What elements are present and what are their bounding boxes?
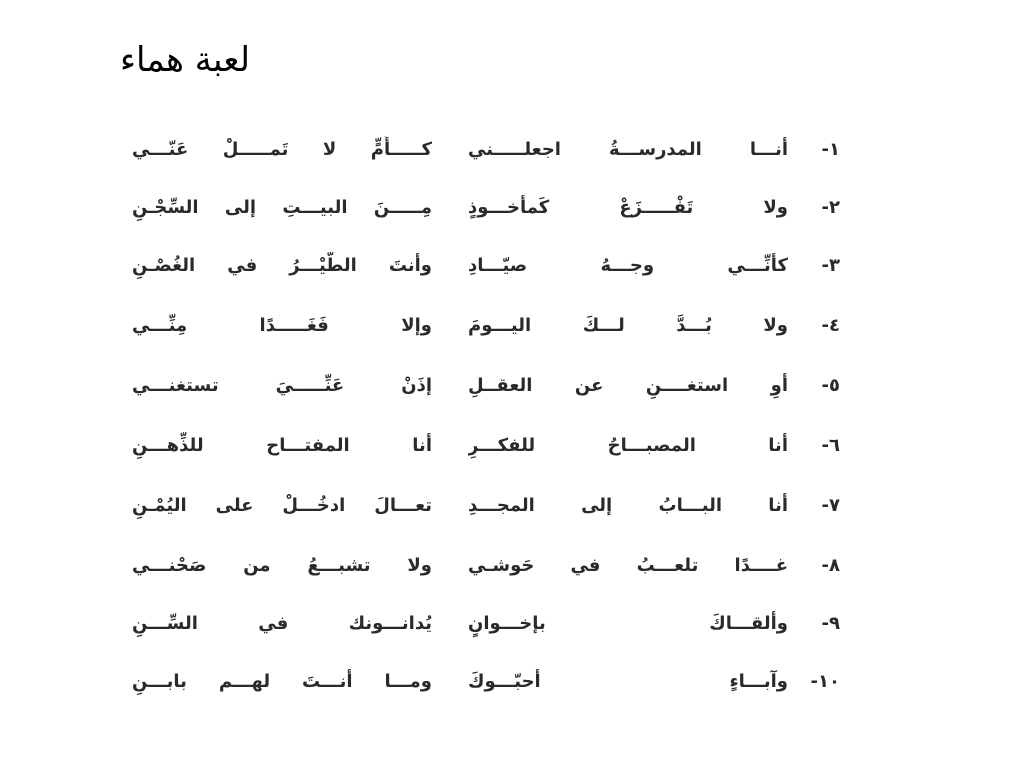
verse-number: ٦- [821,435,840,456]
verse-number: ٨- [821,555,840,576]
first-hemistich: أنا المصبـــاحُ للفكـــرِ [468,435,788,456]
second-hemistich: ولا تشبـــعُ من صَحْنـــي [132,555,432,576]
verse-row [100,604,860,644]
verse-row [100,426,860,466]
verse-number: ٧- [821,495,840,516]
second-hemistich: وإلا فَغَـــــدًا مِنِّـــي [132,315,432,336]
verse-number: ٣- [821,255,840,276]
first-hemistich: كأنِّـــي وجـــهُ صيّـــادِ [468,255,788,276]
second-hemistich: كـــــأُمٍّ لا تَمـــــلْ عَنّـــي [132,139,432,160]
page-title: لعبة هماء [120,40,250,80]
first-hemistich: وألقـــاكَ بإخـــوانٍ [468,613,788,634]
first-hemistich: ولا بُـــدَّ لـــكَ اليـــومَ [468,315,788,336]
second-hemistich: إذَنْ عَنِّـــــيَ تستغنـــي [132,375,432,396]
verse-row [100,188,860,228]
first-hemistich: غــــدًا تلعـــبُ في حَوشـي [468,555,788,576]
poem-image [100,120,860,730]
verse-row [100,546,860,586]
second-hemistich: مِـــــنَ البيـــتِ إلى السِّجْـنِ [132,197,432,218]
second-hemistich: يُدانـــونك في السِّـــنِ [132,613,432,634]
first-hemistich: أوِ استغــــنِ عن العقــلِ [468,375,788,396]
first-hemistich: ولا تَفْـــــزَعْ كَمأخـــوذٍ [468,197,788,218]
second-hemistich: وأنتَ الطَّيْـــرُ في الغُصْـنِ [132,255,432,276]
verse-number: ١- [821,139,840,160]
second-hemistich: تعـــالَ ادخُـــلْ على اليُمْـنِ [132,495,432,516]
verse-number: ٤- [821,315,840,336]
verse-number: ٥- [821,375,840,396]
verse-row [100,366,860,406]
second-hemistich: أنا المفتـــاح للذِّهـــنِ [132,435,432,456]
verse-row [100,662,860,702]
first-hemistich: أنا البـــابُ إلى المجـــدِ [468,495,788,516]
second-hemistich: ومـــا أنـــتَ لهـــم بابـــنِ [132,671,432,692]
first-hemistich: أنـــا المدرســـةُ اجعلـــــني [468,139,788,160]
verse-row [100,306,860,346]
verse-row [100,486,860,526]
verse-number: ٩- [821,613,840,634]
verse-row [100,246,860,286]
verse-row [100,130,860,170]
verse-number: ١٠- [810,671,840,692]
first-hemistich: وآبـــاءٍ أحبّـــوكَ [468,671,788,692]
verse-number: ٢- [821,197,840,218]
